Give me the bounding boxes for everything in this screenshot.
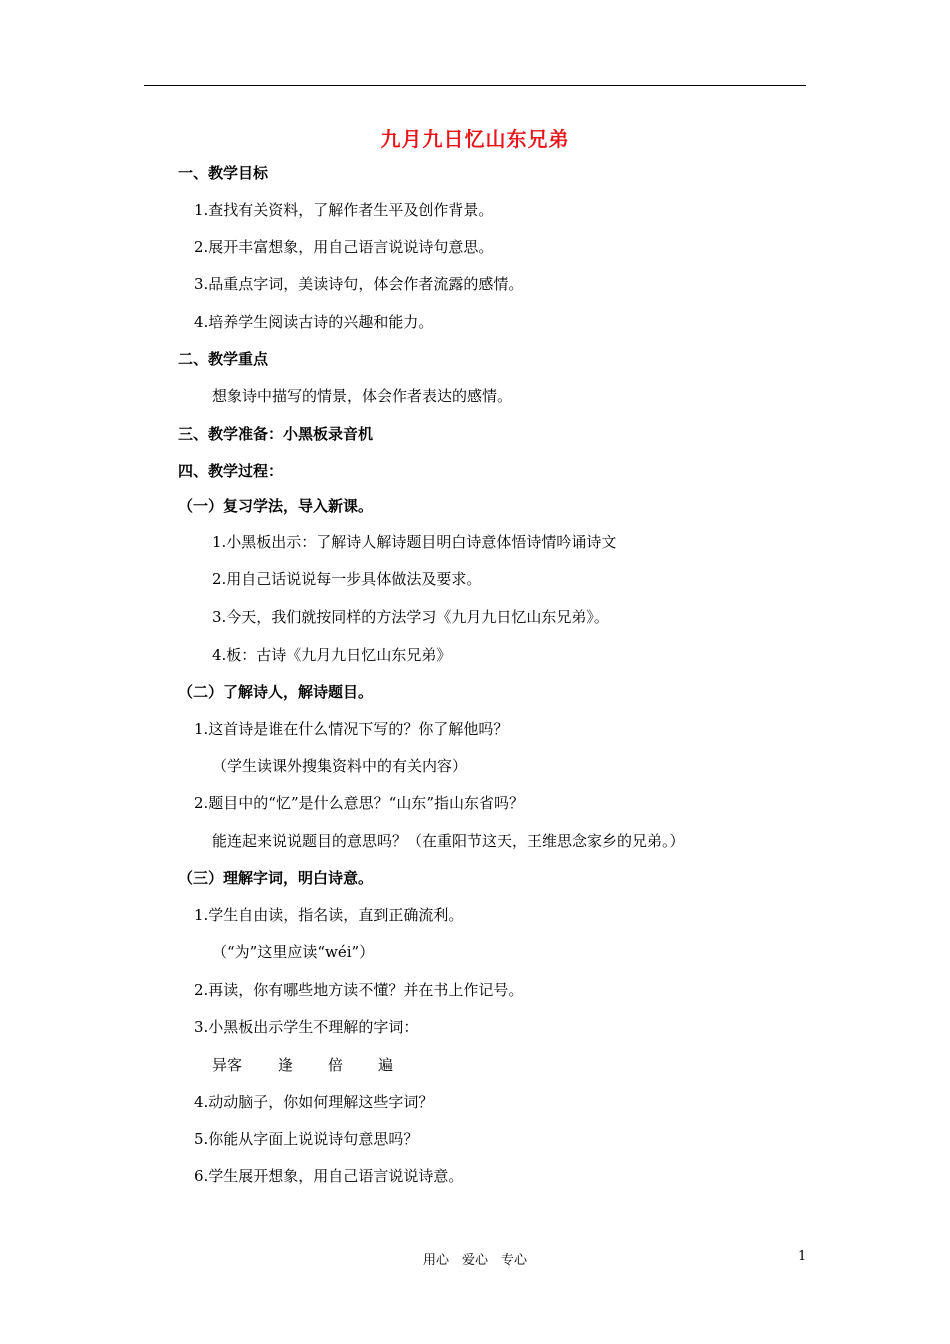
process-item: 1.学生自由读，指名读，直到正确流利。 [194,906,464,924]
vocabulary-word: 逢 [278,1056,294,1074]
process-item: 3.小黑板出示学生不理解的字词： [194,1018,419,1036]
goal-item: 2.展开丰富想象，用自己语言说说诗句意思。 [194,238,494,256]
vocabulary-word: 倍 [328,1056,344,1074]
vocabulary-list [212,1055,393,1075]
process-note: （“为”这里应读“wéi”） [212,943,375,961]
process-item: 1.这首诗是谁在什么情况下写的？你了解他吗？ [194,720,509,738]
goal-item: 4.培养学生阅读古诗的兴趣和能力。 [194,313,434,331]
heading-teaching-process: 四、教学过程： [178,462,284,480]
process-note: （学生读课外搜集资料中的有关内容） [212,757,468,775]
page-title: 九月九日忆山东兄弟 [380,127,570,151]
header-rule [144,85,806,86]
page-footer: 用心 爱心 专心 [422,1253,527,1268]
process-item: 1.小黑板出示：了解诗人解诗题目明白诗意体悟诗情吟诵诗文 [212,533,617,551]
heading-teaching-goals: 一、教学目标 [178,164,269,182]
goal-item: 1.查找有关资料，了解作者生平及创作背景。 [194,201,494,219]
process-item: 6.学生展开想象，用自己语言说说诗意。 [194,1167,464,1185]
focus-text: 想象诗中描写的情景，体会作者表达的感情。 [212,387,513,405]
heading-teaching-focus: 二、教学重点 [178,350,269,368]
process-item: 2.再读，你有哪些地方读不懂？并在书上作记号。 [194,981,524,999]
vocabulary-word: 遍 [378,1056,394,1074]
process-item: 4.板：古诗《九月九日忆山东兄弟》 [212,646,452,664]
process-item: 4.动动脑子，你如何理解这些字词？ [194,1093,434,1111]
page-number: 1 [798,1249,807,1264]
process-item: 3.今天，我们就按同样的方法学习《九月九日忆山东兄弟》。 [212,608,609,626]
process-note: 能连起来说说题目的意思吗？（在重阳节这天，王维思念家乡的兄弟。） [212,832,685,850]
process-item: 5.你能从字面上说说诗句意思吗？ [194,1130,419,1148]
subheading-review: （一）复习学法，导入新课。 [178,497,374,515]
goal-item: 3.品重点字词，美读诗句，体会作者流露的感情。 [194,275,524,293]
process-item: 2.用自己话说说每一步具体做法及要求。 [212,570,482,588]
subheading-poet: （二）了解诗人，解诗题目。 [178,683,374,701]
heading-teaching-prep: 三、教学准备：小黑板录音机 [178,425,374,443]
subheading-words: （三）理解字词，明白诗意。 [178,869,374,887]
vocabulary-word: 异客 [212,1056,243,1074]
process-item: 2.题目中的“忆”是什么意思？“山东”指山东省吗？ [194,794,524,812]
